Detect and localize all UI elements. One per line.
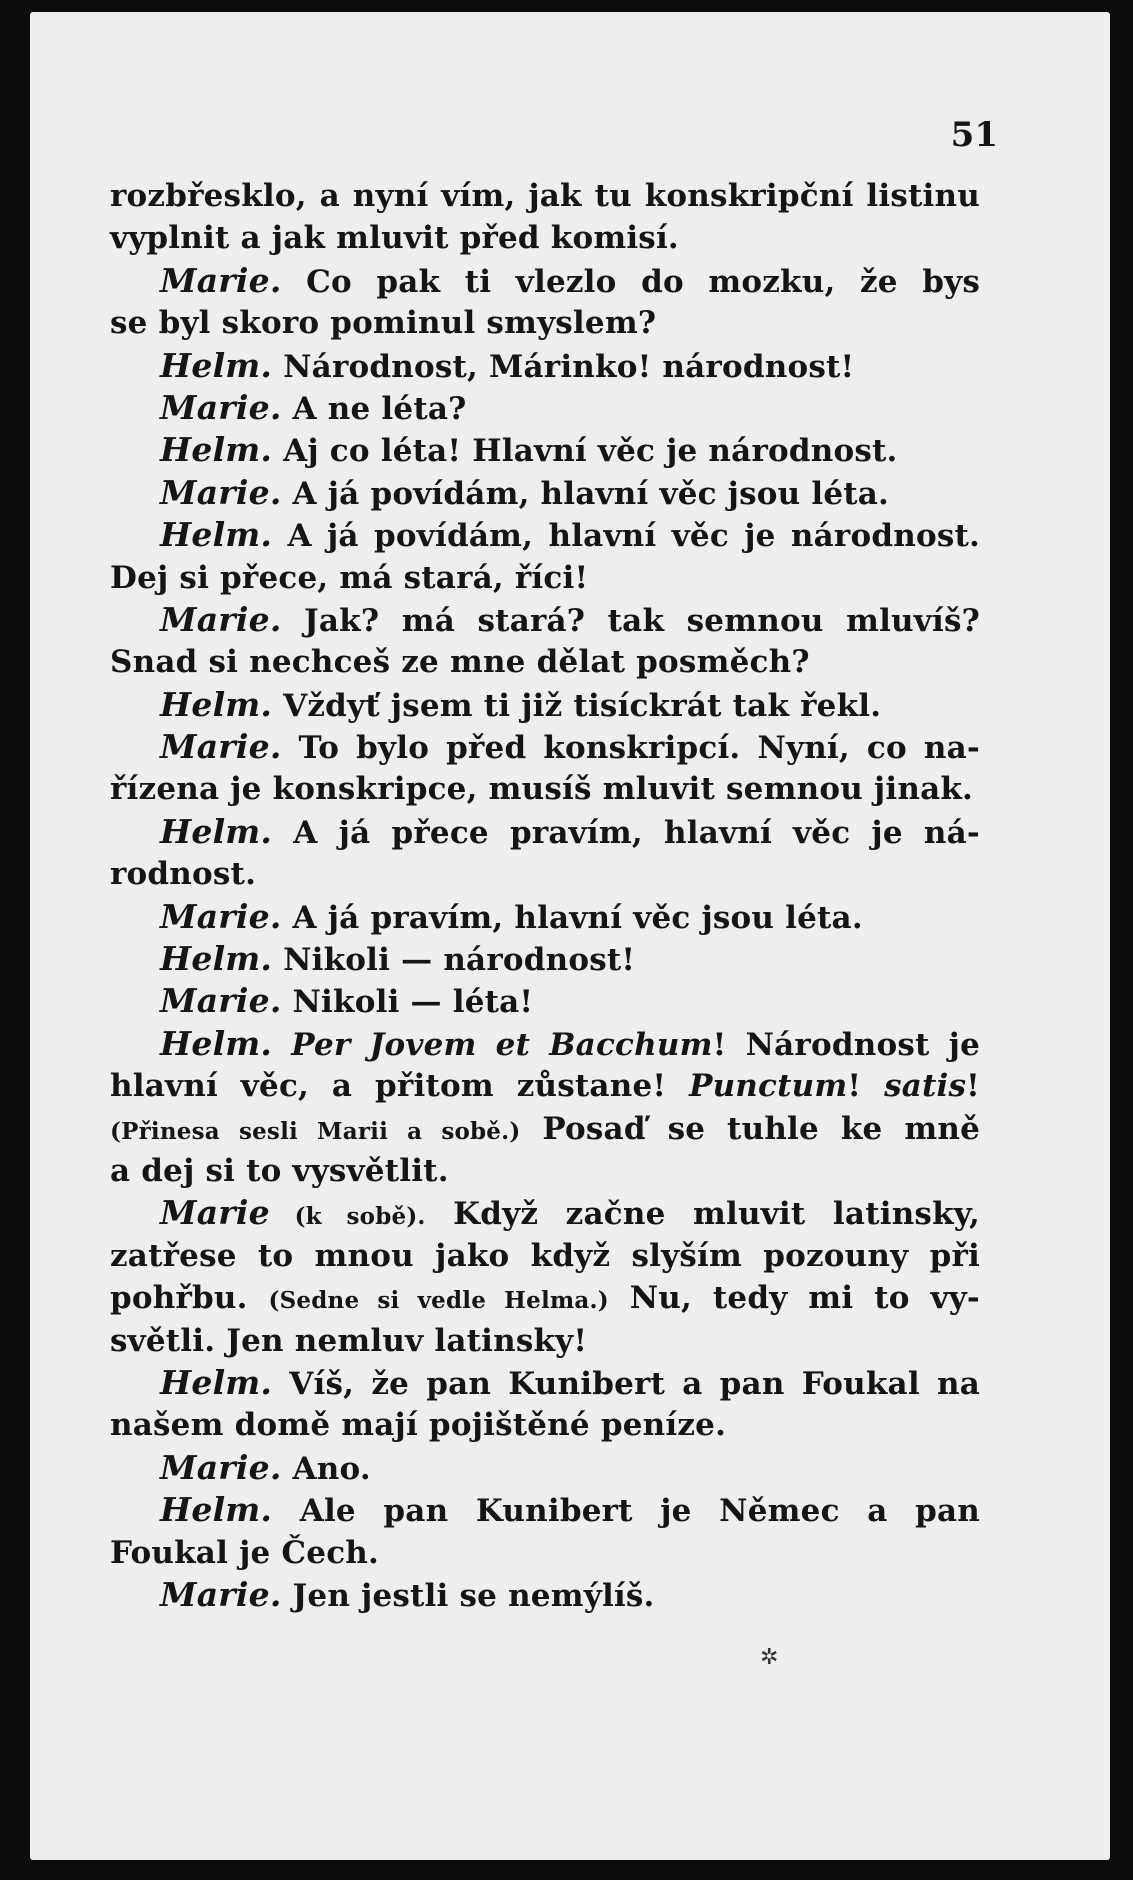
text-line (110, 175, 980, 217)
line-text: Foukal je Čech. (110, 1534, 379, 1571)
line-text: A já přece pravím, hlavní věc je ná- (272, 814, 980, 851)
line-text: zatřese to mnou jako když slyším pozouny při (110, 1237, 980, 1274)
text-line (110, 1362, 980, 1404)
text-line (110, 1532, 980, 1574)
line-text: Posaď se tuhle ke mně (520, 1110, 981, 1147)
text-line (110, 302, 980, 344)
speaker-name: Marie. (160, 727, 282, 767)
speaker-name: Marie. (160, 1447, 282, 1487)
text-line (110, 726, 980, 768)
line-text: pohřbu. (110, 1280, 269, 1317)
stage-direction: (Sedne si vedle Helma.) (268, 1287, 609, 1315)
page-number: 51 (950, 115, 998, 155)
text-line (110, 1192, 980, 1234)
speaker-name: Marie (160, 1193, 270, 1233)
line-text: se byl skoro pominul smyslem? (110, 305, 657, 342)
line-text: A já povídám, hlavní věc je národnost. (272, 518, 980, 555)
text-line (110, 1404, 980, 1446)
line-text: světli. Jen nemluv latinsky! (110, 1322, 588, 1359)
text-line (110, 853, 980, 895)
stage-direction: (k sobě). (269, 1203, 426, 1231)
line-text: Aj co léta! Hlavní věc je národnost. (272, 433, 898, 470)
line-text: A já pravím, hlavní věc jsou léta. (281, 899, 863, 936)
text-line (110, 260, 980, 302)
line-text: Nikoli — národnost! (272, 942, 636, 979)
line-text: Co pak ti vlezlo do mozku, že bys (281, 263, 980, 300)
text-line (110, 1320, 980, 1362)
line-text: vyplnit a jak mluvit před komisí. (110, 220, 679, 257)
speaker-name: Helm. (160, 684, 273, 724)
text-line (110, 1150, 980, 1192)
latin-phrase: Per Jovem et Bacchum (272, 1026, 713, 1063)
speaker-name: Marie. (160, 472, 282, 512)
line-text: Nu, tedy mi to vy- (608, 1280, 980, 1317)
end-ornament: ✲ (760, 1645, 779, 1670)
latin-phrase: Punctum (689, 1068, 848, 1105)
text-line (110, 387, 980, 429)
book-page (30, 12, 1110, 1860)
text-line (110, 429, 980, 471)
line-text: Ano. (281, 1450, 371, 1487)
latin-phrase: satis (884, 1068, 967, 1105)
text-line (110, 1235, 980, 1277)
speaker-name: Marie. (160, 981, 282, 1021)
text-line (110, 938, 980, 980)
line-text: A ne léta? (281, 390, 467, 427)
line-text: Ale pan Kunibert je Němec a pan (272, 1493, 980, 1530)
line-text: Nikoli — léta! (281, 984, 534, 1021)
text-line (110, 472, 980, 514)
speaker-name: Marie. (160, 1574, 282, 1614)
line-text: Jak? má stará? tak semnou mluvíš? (281, 602, 980, 639)
line-text: A já povídám, hlavní věc jsou léta. (281, 475, 890, 512)
speaker-name: Helm. (160, 345, 273, 385)
line-text: Snad si nechceš ze mne dělat posměch? (110, 644, 810, 681)
line-text: To bylo před konskripcí. Nyní, co na- (281, 730, 980, 767)
text-line (110, 514, 980, 556)
text-line (110, 1108, 980, 1150)
speaker-name: Marie. (160, 260, 282, 300)
text-line (110, 896, 980, 938)
text-line (110, 1065, 980, 1107)
text-line (110, 1574, 980, 1616)
speaker-name: Helm. (160, 1362, 273, 1402)
line-text: Když začne mluvit latinsky, (425, 1196, 980, 1233)
text-line (110, 768, 980, 810)
line-text: ! Národnost je (712, 1026, 981, 1063)
text-line (110, 811, 980, 853)
line-text: Víš, že pan Kunibert a pan Foukal na (272, 1365, 980, 1402)
speaker-name: Marie. (160, 599, 282, 639)
speaker-name: Helm. (160, 515, 273, 555)
speaker-name: Helm. (160, 430, 273, 470)
speaker-name: Helm. (160, 1490, 273, 1530)
speaker-name: Helm. (160, 939, 273, 979)
line-text: ! (847, 1068, 885, 1105)
line-text: Jen jestli se nemýlíš. (281, 1577, 655, 1614)
speaker-name: Marie. (160, 896, 282, 936)
text-line (110, 684, 980, 726)
text-line (110, 1447, 980, 1489)
line-text: rodnost. (110, 856, 257, 893)
line-text: Národnost, Márinko! národnost! (272, 348, 855, 385)
text-line (110, 217, 980, 259)
text-line (110, 599, 980, 641)
text-line (110, 641, 980, 683)
text-line (110, 1277, 980, 1319)
line-text: Vždyť jsem ti již tisíckrát tak řekl. (272, 687, 882, 724)
line-text: našem domě mají pojištěné peníze. (110, 1407, 727, 1444)
line-text: a dej si to vysvětlit. (110, 1152, 449, 1189)
text-line (110, 1489, 980, 1531)
line-text: hlavní věc, a přitom zůstane! (110, 1068, 690, 1105)
text-line (110, 557, 980, 599)
text-line (110, 1023, 980, 1065)
stage-direction: (Přinesa sesli Marii a sobě.) (110, 1117, 521, 1145)
text-line (110, 345, 980, 387)
text-line (110, 980, 980, 1022)
line-text: Dej si přece, má stará, říci! (110, 559, 589, 596)
line-text: ! (966, 1068, 980, 1105)
speaker-name: Helm. (160, 1023, 273, 1063)
line-text: řízena je konskripce, musíš mluvit semnou jinak. (110, 771, 974, 808)
line-text: rozbřesklo, a nyní vím, jak tu konskripční listinu (110, 178, 980, 214)
dialogue-text (110, 175, 980, 1616)
speaker-name: Helm. (160, 811, 273, 851)
speaker-name: Marie. (160, 387, 282, 427)
